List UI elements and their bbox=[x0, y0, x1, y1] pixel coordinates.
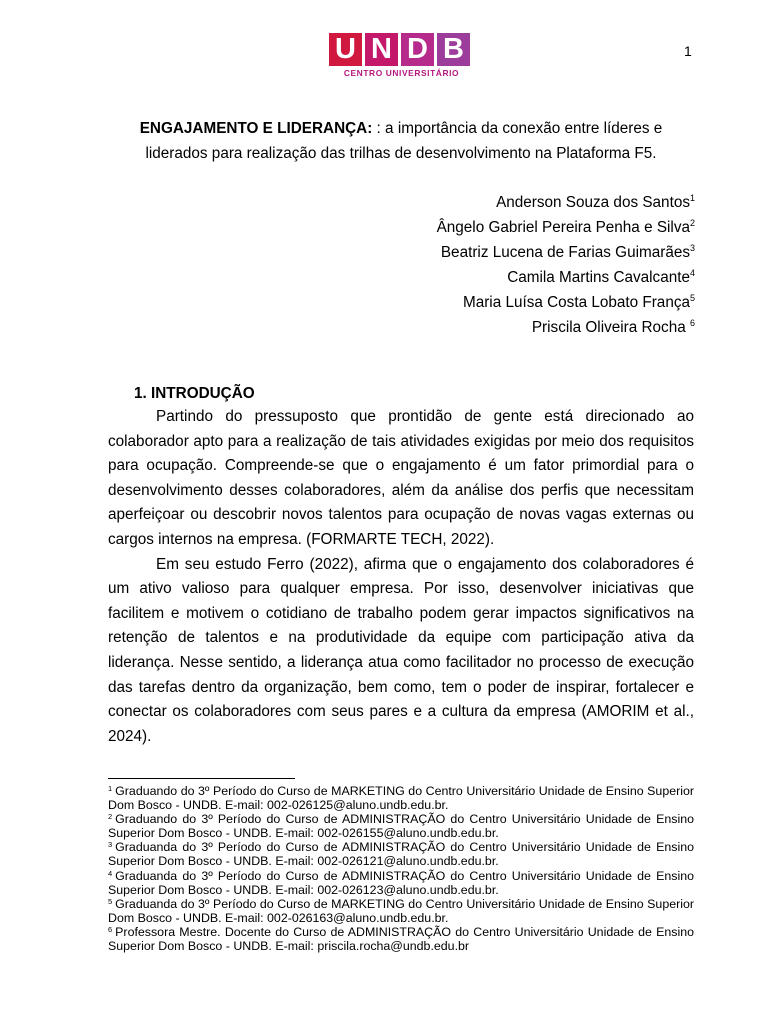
paragraph: Partindo do pressuposto que prontidão de gente está direcionado ao colaborador apto para a realização de tais atividades exigidas por meio dos requisitos para ocupação. Compreende-se que o engajamento é um fator primordial para o desenvolvimento desses colaboradores, além da análise dos perfis que necessitam aperfeiçoar ou descobrir novos talentos para ocupação de novas vagas externas ou cargos internos na empresa. (FORMARTE TECH, 2022). bbox=[108, 408, 694, 548]
footnote-mark: 5 bbox=[108, 896, 113, 906]
author-line bbox=[437, 215, 695, 240]
author-footnote-mark: 1 bbox=[689, 193, 695, 203]
footnote-mark: 1 bbox=[108, 784, 113, 793]
footnote bbox=[108, 897, 694, 925]
footnote-text: Graduando do 3º Período do Curso de ADMINISTRAÇÃO do Centro Universitário Unidade de Ensino Superior Dom Bosco - UNDB. E-mail: 002-026155@aluno.undb.edu.br. bbox=[108, 812, 694, 841]
footnote bbox=[108, 840, 694, 868]
logo-subtitle: CENTRO UNIVERSITÁRIO bbox=[343, 68, 460, 78]
footnote-text: Graduanda do 3º Período do Curso de MARKETING do Centro Universitário Unidade de Ensino Superior Dom Bosco - UNDB. E-mail: 002-026163@aluno.undb.edu.br. bbox=[108, 896, 694, 925]
author-list bbox=[437, 190, 695, 340]
footnote-text: Graduanda do 3º Período do Curso de ADMINISTRAÇÃO do Centro Universitário Unidade de Ensino Superior Dom Bosco - UNDB. E-mail: 002-026123@aluno.undb.edu.br. bbox=[108, 868, 694, 897]
author-name: Ângelo Gabriel Pereira Penha e Silva bbox=[436, 219, 690, 236]
author-name: Beatriz Lucena de Farias Guimarães bbox=[440, 244, 690, 261]
author-footnote-mark: 6 bbox=[689, 318, 695, 328]
author-footnote-mark: 4 bbox=[689, 268, 695, 278]
footnote-text: Professora Mestre. Docente do Curso de ADMINISTRAÇÃO do Centro Universitário Unidade de Ensino Superior Dom Bosco - UNDB. E-mail: priscila.rocha@undb.edu.br bbox=[108, 924, 694, 954]
footnotes bbox=[108, 784, 694, 953]
logo-letter-n: N bbox=[365, 33, 398, 66]
footnote-mark: 4 bbox=[108, 868, 113, 878]
footnote-text: Graduando do 3º Período do Curso de MARKETING do Centro Universitário Unidade de Ensino Superior Dom Bosco - UNDB. E-mail: 002-026125@aluno.undb.edu.br. bbox=[108, 784, 694, 813]
author-line bbox=[437, 290, 695, 315]
author-name: Priscila Oliveira Rocha bbox=[531, 319, 690, 336]
author-footnote-mark: 5 bbox=[689, 293, 695, 303]
footnote bbox=[108, 812, 694, 840]
title-bold: ENGAJAMENTO E LIDERANÇA: bbox=[139, 120, 373, 137]
logo-letter-u: U bbox=[329, 33, 362, 66]
footnote-mark: 6 bbox=[108, 924, 113, 934]
author-line bbox=[437, 265, 695, 290]
undb-logo bbox=[329, 33, 474, 80]
author-line bbox=[437, 315, 695, 340]
footnote bbox=[108, 784, 694, 812]
author-name: Maria Luísa Costa Lobato França bbox=[462, 294, 690, 311]
author-line bbox=[437, 190, 695, 215]
page-number: 1 bbox=[684, 43, 692, 59]
footnote bbox=[108, 869, 694, 897]
body-text bbox=[108, 405, 694, 749]
title-rest: : a importância da conexão entre líderes e liderados para realização das trilhas de desenvolvimento na Plataforma F5. bbox=[145, 120, 663, 162]
author-name: Anderson Souza dos Santos bbox=[496, 194, 690, 211]
paragraph: Em seu estudo Ferro (2022), afirma que o engajamento dos colaboradores é um ativo valioso para qualquer empresa. Por isso, desenvolver iniciativas que facilitem e motivem o cotidiano de trabalho podem gerar impactos significativos na retenção de talentos e na produtividade da equipe com participação ativa da liderança. Nesse sentido, a liderança atua como facilitador no processo de execução das tarefas dentro da organização, bem como, tem o poder de inspirar, fortalecer e conectar os colaboradores com seus pares e a cultura da empresa (AMORIM et al., 2024). bbox=[108, 555, 694, 745]
footnote-mark: 2 bbox=[108, 812, 113, 822]
section-heading: 1. INTRODUÇÃO bbox=[134, 385, 255, 402]
logo-letter-d: D bbox=[401, 33, 434, 66]
author-name: Camila Martins Cavalcante bbox=[507, 269, 690, 286]
footnote-separator bbox=[108, 778, 295, 779]
author-footnote-mark: 2 bbox=[689, 218, 695, 228]
logo-letter-b: B bbox=[437, 33, 470, 66]
author-line bbox=[437, 240, 695, 265]
document-title bbox=[108, 116, 694, 166]
footnote-mark: 3 bbox=[108, 840, 113, 850]
footnote bbox=[108, 925, 694, 953]
author-footnote-mark: 3 bbox=[689, 243, 695, 253]
footnote-text: Graduanda do 3º Período do Curso de ADMINISTRAÇÃO do Centro Universitário Unidade de Ensino Superior Dom Bosco - UNDB. E-mail: 002-026121@aluno.undb.edu.br. bbox=[108, 840, 694, 869]
